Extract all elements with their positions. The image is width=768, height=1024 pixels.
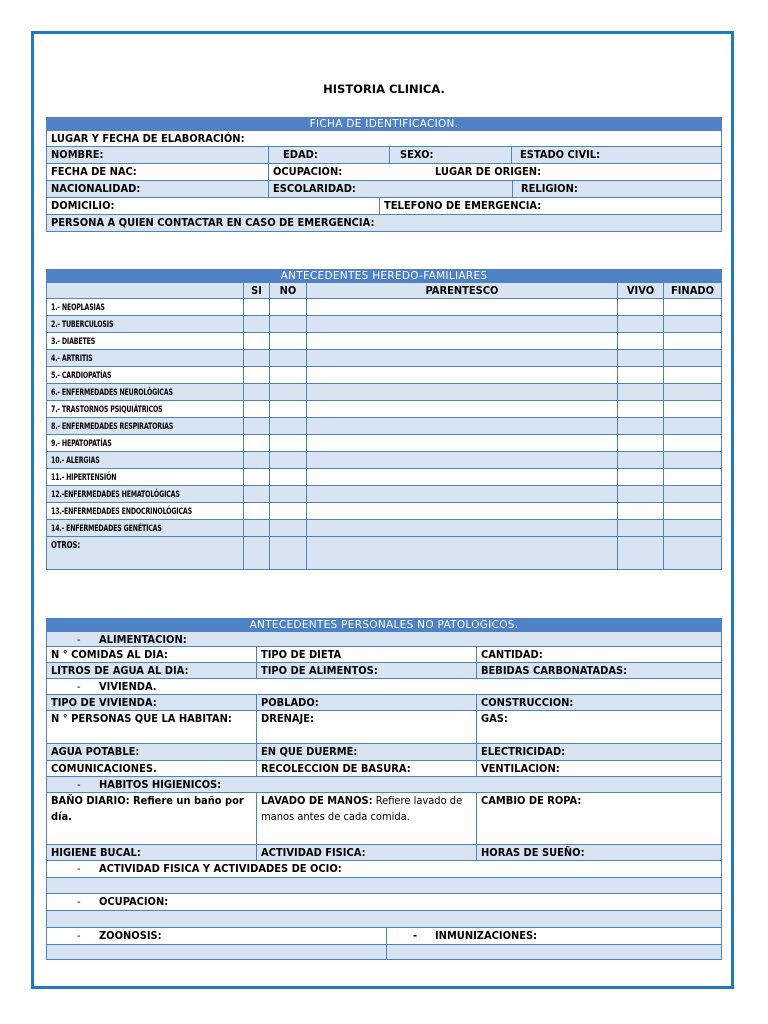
disease-no-cell[interactable] [269,486,306,502]
disease-parentesco-cell[interactable] [306,350,617,366]
disease-vivo-cell[interactable] [617,384,663,400]
disease-parentesco-cell[interactable] [306,316,617,332]
disease-name-cell [47,435,243,451]
disease-name-cell [47,384,243,400]
disease-name-cell [47,469,243,485]
disease-name-cell [47,520,243,536]
actividad-ocio-label: ACTIVIDAD FISICA Y ACTIVIDADES DE OCIO: [99,862,342,875]
disease-row [46,469,722,486]
disease-name-cell [47,367,243,383]
disease-no-cell[interactable] [269,316,306,332]
personal-history-section [46,618,722,960]
disease-si-cell[interactable] [243,299,269,315]
disease-si-cell[interactable] [243,384,269,400]
row-nacionalidad [46,181,722,198]
lavado-cell [256,793,476,844]
actividad-fisica-label: ACTIVIDAD FISICA: [256,845,476,860]
disease-finado-cell[interactable] [663,316,721,332]
disease-parentesco-cell[interactable] [306,418,617,434]
row-fecha-nac [46,164,722,181]
bullet-dash: - [77,862,81,875]
disease-name-cell [47,316,243,332]
bullet-dash: - [77,929,81,942]
row-actividad-ocio [46,861,722,878]
edad-label: EDAD: [268,147,389,163]
disease-parentesco-cell[interactable] [306,452,617,468]
disease-label: 10.- ALERGIAS [51,456,100,466]
vivo-column-header: VIVO [617,283,663,298]
disease-vivo-cell[interactable] [617,503,663,519]
disease-si-cell[interactable] [243,333,269,349]
tipo-alimentos-label: TIPO DE ALIMENTOS: [256,663,476,678]
disease-name-cell [47,333,243,349]
otros-vivo-cell[interactable] [617,537,663,569]
bebidas-label: BEBIDAS CARBONATADAS: [476,663,721,678]
bullet-dash: - [77,778,81,791]
disease-vivo-cell[interactable] [617,435,663,451]
habitos-label: HABITOS HIGIENICOS: [99,778,222,791]
tipo-vivienda-label: TIPO DE VIVIENDA: [51,696,157,709]
disease-label: 13.-ENFERMEDADES ENDOCRINOLÓGICAS [51,507,192,517]
disease-finado-cell[interactable] [663,469,721,485]
fecha-nac-label: FECHA DE NAC: [51,165,137,178]
disease-label: 12.-ENFERMEDADES HEMATOLÓGICAS [51,490,180,500]
disease-no-cell[interactable] [269,299,306,315]
disease-finado-cell[interactable] [663,503,721,519]
disease-name-cell [47,299,243,315]
si-column-header: SI [243,283,269,298]
horas-sueno-label: HORAS DE SUEÑO: [476,845,721,860]
inmunizaciones-blank-cell[interactable] [386,945,721,959]
disease-parentesco-cell[interactable] [306,435,617,451]
row-litros [46,663,722,679]
row-comidas [46,647,722,663]
disease-name-cell [47,350,243,366]
zoonosis-label: ZOONOSIS: [99,929,162,942]
disease-vivo-cell[interactable] [617,486,663,502]
disease-row [46,316,722,333]
row-zoonosis-blank [46,945,722,960]
row-domicilio [46,198,722,215]
comunicaciones-label: COMUNICACIONES. [51,762,157,775]
disease-finado-cell[interactable] [663,435,721,451]
identification-header: FICHA DE IDENTIFICACION. [46,117,722,131]
tipo-dieta-label: TIPO DE DIETA [256,647,476,662]
row-contacto [46,215,722,232]
no-column-header: NO [269,283,306,298]
disease-si-cell[interactable] [243,316,269,332]
disease-si-cell[interactable] [243,350,269,366]
disease-finado-cell[interactable] [663,333,721,349]
ventilacion-label: VENTILACION: [476,761,721,776]
row-nombre [46,147,722,164]
disease-label: 8.- ENFERMEDADES RESPIRATORIAS [51,422,174,432]
contacto-label: PERSONA A QUIEN CONTACTAR EN CASO DE EMERGENCIA: [51,216,375,229]
duerme-label: EN QUE DUERME: [256,744,476,760]
row-alimentacion [46,632,722,647]
nacionalidad-label: NACIONALIDAD: [51,182,141,195]
disease-row [46,452,722,469]
bano-label: BAÑO DIARIO: Refiere un baño por día. [51,794,244,823]
disease-vivo-cell[interactable] [617,418,663,434]
family-history-header: ANTECEDENTES HEREDO-FAMILIARES [46,269,722,283]
disease-no-cell[interactable] [269,350,306,366]
personas-label: N ° PERSONAS QUE LA HABITAN: [51,712,232,725]
disease-column-header [47,283,243,298]
sexo-label: SEXO: [389,147,511,163]
disease-si-cell[interactable] [243,469,269,485]
construccion-label: CONSTRUCCION: [476,695,721,710]
disease-name-cell [47,418,243,434]
comidas-label: N ° COMIDAS AL DIA: [51,648,168,661]
disease-vivo-cell[interactable] [617,401,663,417]
otros-label: OTROS: [51,540,80,551]
finado-column-header: FINADO [663,283,721,298]
cambio-ropa-label: CAMBIO DE ROPA: [476,793,721,844]
parentesco-column-header: PARENTESCO [306,283,617,298]
disease-label: 4.- ARTRITIS [51,354,93,364]
escolaridad-label: ESCOLARIDAD: [268,181,512,197]
disease-no-cell[interactable] [269,435,306,451]
disease-no-cell[interactable] [269,418,306,434]
otros-finado-cell[interactable] [663,537,721,569]
disease-finado-cell[interactable] [663,452,721,468]
disease-si-cell[interactable] [243,503,269,519]
vivienda-label: VIVIENDA. [99,680,157,693]
estado-civil-label: ESTADO CIVIL: [511,147,721,163]
row-ocupacion [46,894,722,911]
disease-no-cell[interactable] [269,384,306,400]
litros-label: LITROS DE AGUA AL DIA: [51,664,189,677]
disease-no-cell[interactable] [269,469,306,485]
disease-vivo-cell[interactable] [617,333,663,349]
disease-finado-cell[interactable] [663,520,721,536]
disease-parentesco-cell[interactable] [306,503,617,519]
drenaje-label: DRENAJE: [256,711,476,743]
disease-parentesco-cell[interactable] [306,333,617,349]
disease-parentesco-cell[interactable] [306,401,617,417]
disease-row [46,350,722,367]
disease-no-cell[interactable] [269,503,306,519]
disease-si-cell[interactable] [243,452,269,468]
disease-parentesco-cell[interactable] [306,486,617,502]
row-tipo-vivienda [46,695,722,711]
disease-vivo-cell[interactable] [617,520,663,536]
disease-row [46,401,722,418]
disease-vivo-cell[interactable] [617,452,663,468]
disease-parentesco-cell[interactable] [306,469,617,485]
bullet-dash: - [77,895,81,908]
disease-si-cell[interactable] [243,367,269,383]
disease-vivo-cell[interactable] [617,469,663,485]
family-history-section [46,269,722,570]
basura-label: RECOLECCION DE BASURA: [256,761,476,776]
disease-vivo-cell[interactable] [617,299,663,315]
zoonosis-blank-cell[interactable] [47,945,386,959]
row-lugar-fecha [46,131,722,147]
disease-label: 2.- TUBERCULOSIS [51,320,114,330]
lugar-fecha-label: LUGAR Y FECHA DE ELABORACIÓN: [51,132,245,145]
disease-si-cell[interactable] [243,401,269,417]
disease-vivo-cell[interactable] [617,350,663,366]
row-zoonosis [46,928,722,945]
disease-name-cell [47,486,243,502]
row-vivienda [46,679,722,695]
family-history-column-headers [46,283,722,299]
row-bano [46,793,722,845]
row-actividad-ocio-blank[interactable] [46,878,722,894]
row-higiene [46,845,722,861]
disease-row [46,418,722,435]
disease-name-cell [47,401,243,417]
ocupacion-section-label: OCUPACION: [99,895,169,908]
lavado-label: LAVADO DE MANOS: [261,794,373,807]
disease-vivo-cell[interactable] [617,367,663,383]
lugar-origen-label: LUGAR DE ORIGEN: [435,165,542,178]
disease-finado-cell[interactable] [663,486,721,502]
disease-vivo-cell[interactable] [617,316,663,332]
disease-finado-cell[interactable] [663,367,721,383]
nombre-label: NOMBRE: [51,148,104,161]
domicilio-label: DOMICILIO: [51,199,115,212]
disease-finado-cell[interactable] [663,384,721,400]
row-ocupacion-blank[interactable] [46,911,722,928]
disease-name-cell [47,503,243,519]
disease-no-cell[interactable] [269,401,306,417]
disease-si-cell[interactable] [243,520,269,536]
disease-rows [46,299,722,537]
bullet-dash: - [77,633,81,646]
disease-row [46,486,722,503]
alimentacion-label: ALIMENTACION: [99,633,187,646]
row-otros [46,537,722,570]
disease-label: 14.- ENFERMEDADES GENÉTICAS [51,524,162,534]
disease-no-cell[interactable] [269,452,306,468]
disease-row [46,435,722,452]
document-title: HISTORIA CLINICA. [323,82,445,96]
row-habitos [46,777,722,793]
telefono-label: TELEFONO DE EMERGENCIA: [379,198,721,214]
disease-row [46,384,722,401]
poblado-label: POBLADO: [256,695,476,710]
disease-si-cell[interactable] [243,418,269,434]
identification-section [46,117,722,232]
inmunizaciones-label: INMUNIZACIONES: [435,929,538,942]
lavado-text: Refiere lavado de manos antes de cada comida. [261,794,463,823]
disease-row [46,503,722,520]
disease-parentesco-cell[interactable] [306,384,617,400]
cantidad-label: CANTIDAD: [476,647,721,662]
disease-row [46,367,722,384]
row-personas [46,711,722,744]
disease-si-cell[interactable] [243,435,269,451]
disease-finado-cell[interactable] [663,299,721,315]
personal-history-header: ANTECEDENTES PERSONALES NO PATOLOGICOS. [46,618,722,632]
gas-label: GAS: [476,711,721,743]
disease-label: 11.- HIPERTENSIÓN [51,473,117,483]
disease-finado-cell[interactable] [663,401,721,417]
disease-finado-cell[interactable] [663,350,721,366]
disease-no-cell[interactable] [269,333,306,349]
disease-row [46,333,722,350]
disease-row [46,299,722,316]
religion-label: RELIGION: [512,181,721,197]
ocupacion-label: OCUPACION: [268,164,431,180]
disease-finado-cell[interactable] [663,418,721,434]
bullet-dash: - [413,929,418,942]
disease-row [46,520,722,537]
disease-parentesco-cell[interactable] [306,520,617,536]
otros-no-cell[interactable] [269,537,306,569]
disease-parentesco-cell[interactable] [306,367,617,383]
disease-label: 6.- ENFERMEDADES NEUROLÓGICAS [51,388,173,398]
disease-si-cell[interactable] [243,486,269,502]
disease-label: 9.- HEPATOPATÍAS [51,439,112,449]
disease-label: 3.- DIABETES [51,337,96,347]
higiene-bucal-label: HIGIENE BUCAL: [51,846,141,859]
disease-name-cell [47,452,243,468]
disease-label: 1.- NEOPLASIAS [51,303,105,313]
disease-no-cell[interactable] [269,520,306,536]
otros-parentesco-cell[interactable] [306,537,617,569]
agua-label: AGUA POTABLE: [51,745,140,758]
row-comunicaciones [46,761,722,777]
bullet-dash: - [77,680,81,693]
electricidad-label: ELECTRICIDAD: [476,744,721,760]
row-agua [46,744,722,761]
disease-label: 7.- TRASTORNOS PSIQUIÁTRICOS [51,405,163,415]
disease-label: 5.- CARDIOPATÍAS [51,371,112,381]
disease-no-cell[interactable] [269,367,306,383]
otros-si-cell[interactable] [243,537,269,569]
disease-parentesco-cell[interactable] [306,299,617,315]
